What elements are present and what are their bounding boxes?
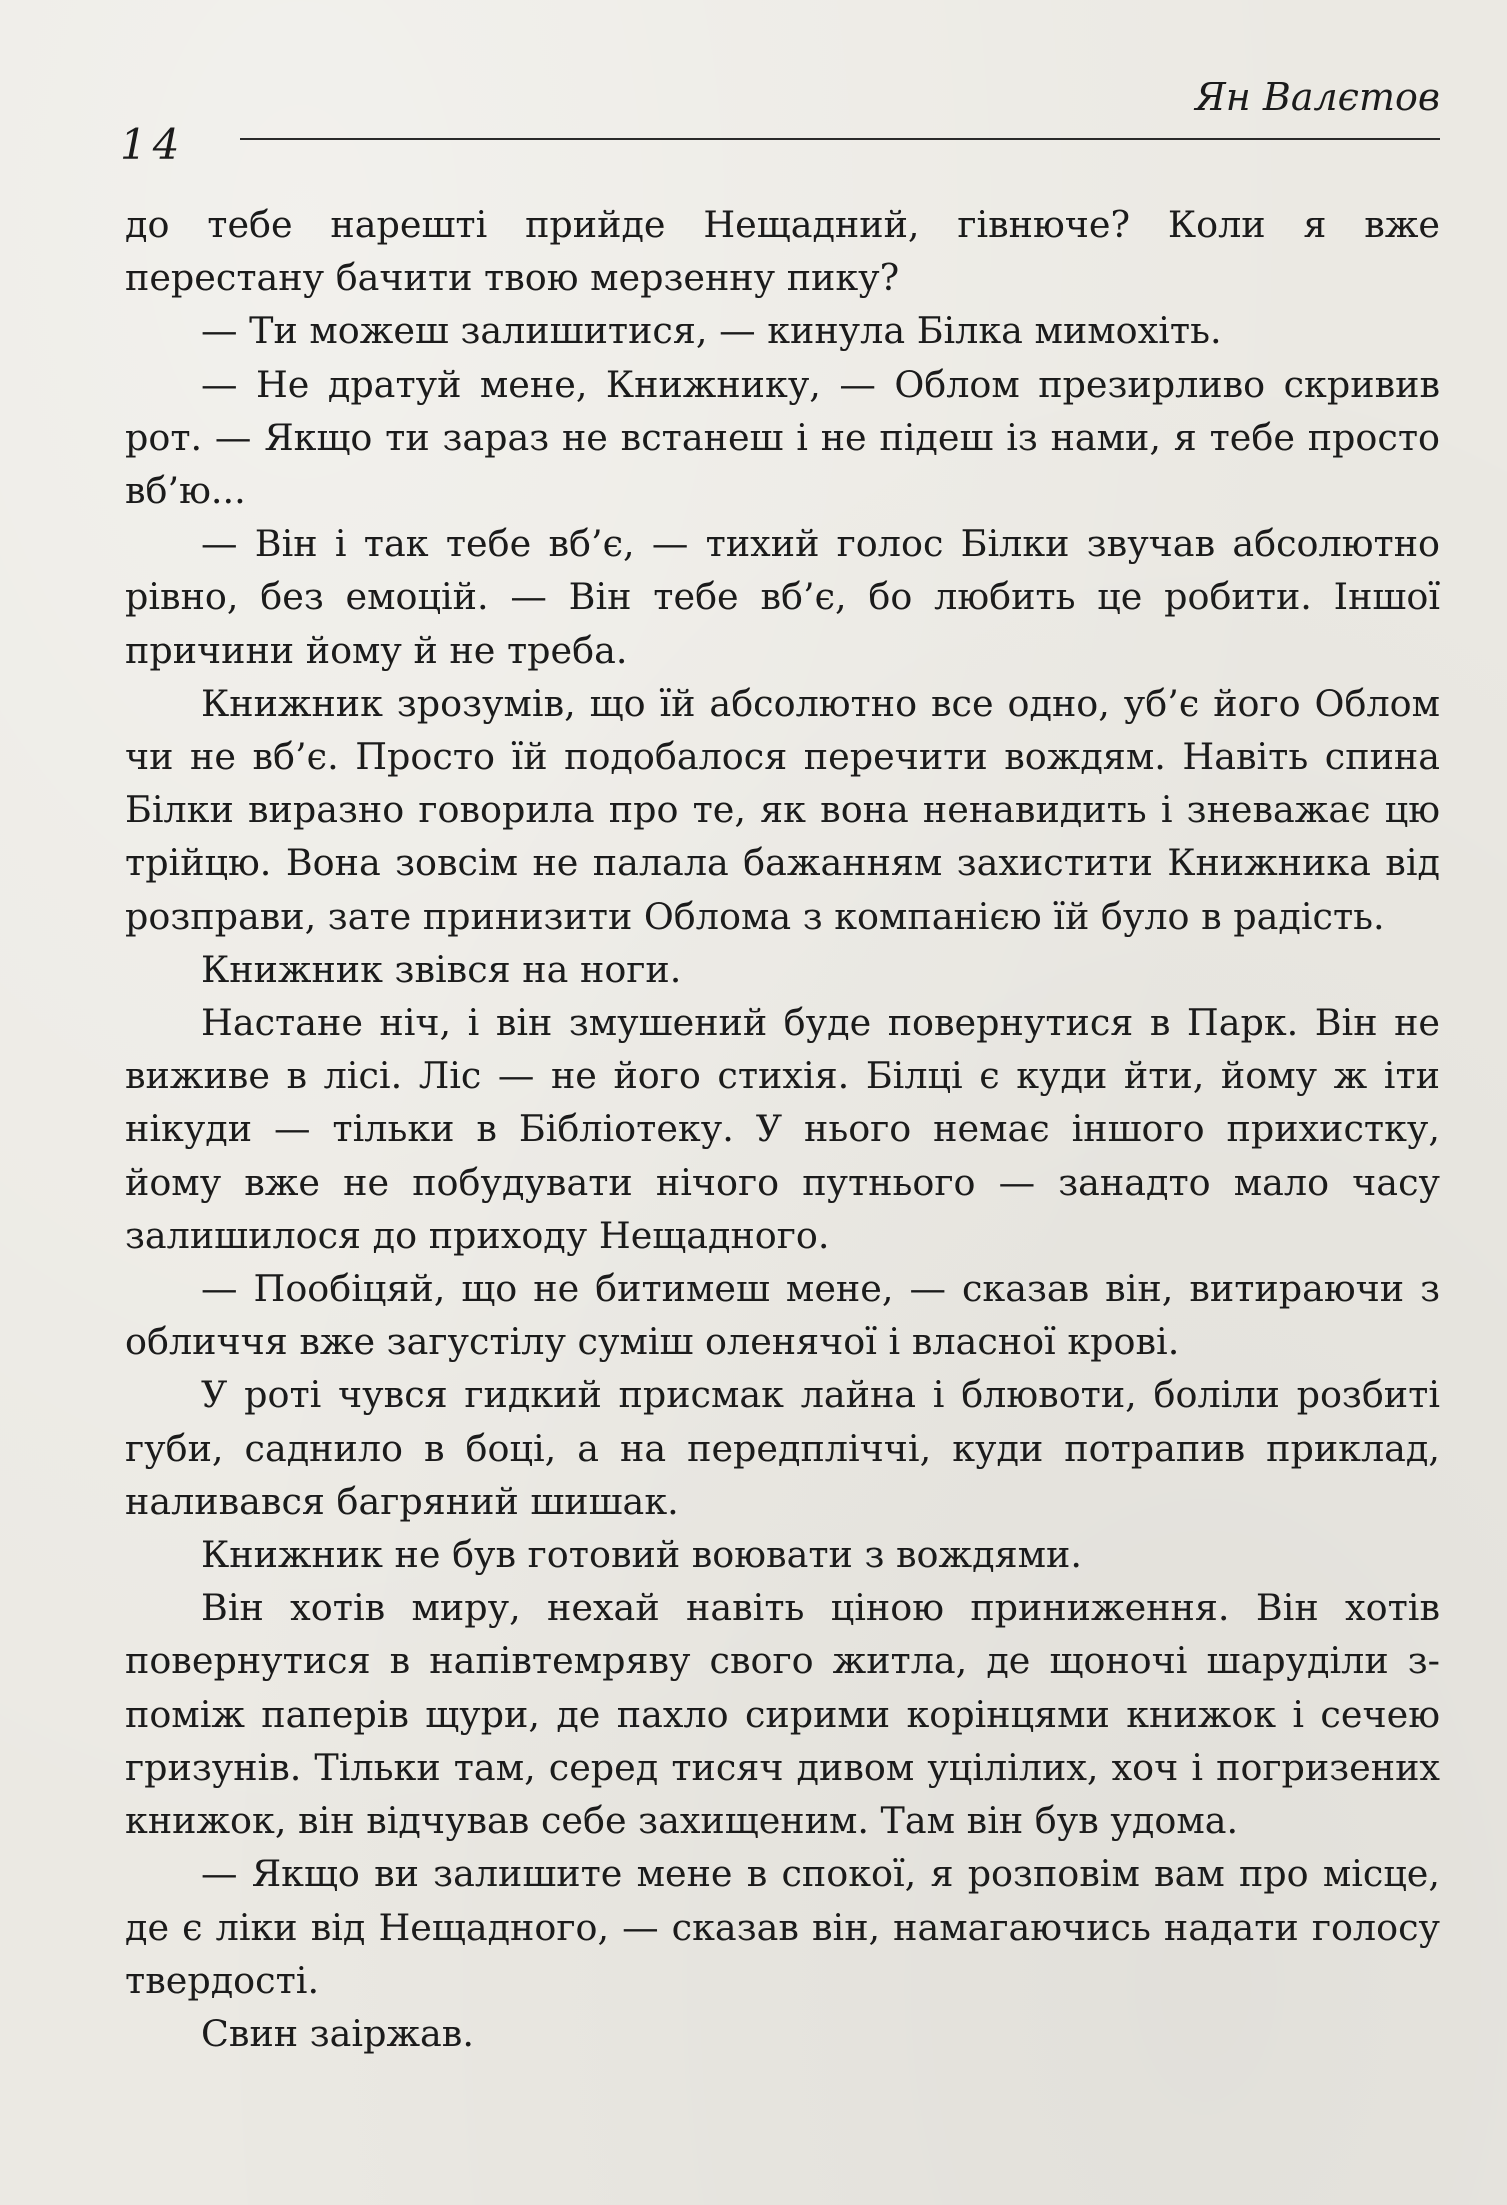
paragraph: — Ти можеш залишитися, — кинула Білка мимохіть.: [201, 309, 1222, 353]
paragraph: Книжник звівся на ноги.: [201, 947, 682, 991]
running-head-author: Ян Валєтов: [1195, 75, 1440, 119]
page-number: 14: [120, 120, 186, 169]
page-header: [120, 75, 1440, 178]
header-rule: [240, 138, 1440, 140]
paragraph: — Пообіцяй, що не битимеш мене, — сказав він, витираючи з обличчя вже загустілу суміш оленячої і власної крові.: [125, 1267, 1440, 1364]
paragraph: — Він і так тебе вб’є, — тихий голос Білки звучав абсолютно рівно, без емоцій. — Він тебе вб’є, бо любить це робити. Іншої причини йому й не треба.: [125, 522, 1440, 672]
paragraph: — Не дратуй мене, Книжнику, — Облом презирливо скривив рот. — Якщо ти зараз не встанеш і не підеш із нами, я тебе просто вб’ю...: [125, 362, 1440, 513]
paragraph: Він хотів миру, нехай навіть ціною приниження. Він хотів повернутися в напівтемряву свого житла, де щоночі шаруділи з-поміж паперів щури, де пахло сирими корінцями книжок і сечею гризунів. Тільки там, серед тисяч дивом уцілілих, хоч і погризених книжок, він відчував себе захищеним. Там він був удома.: [125, 1586, 1440, 1843]
body-text: [125, 198, 1440, 2060]
paragraph: Книжник зрозумів, що їй абсолютно все одно, уб’є його Облом чи не вб’є. Просто їй подобалося перечити вождям. Навіть спина Білки виразно говорила про те, як вона ненавидить і зневажає цю трійцю. Вона зовсім не палала бажанням захистити Книжника від розправи, зате принизити Облома з компанією їй було в радість.: [125, 681, 1440, 938]
paragraph: Книжник не був готовий воювати з вождями.: [201, 1533, 1082, 1577]
paragraph: — Якщо ви залишите мене в спокої, я розповім вам про місце, де є ліки від Нещадного, — сказав він, намагаючись надати голосу твердості.: [125, 1852, 1440, 2002]
paragraph: Свин заіржав.: [201, 2011, 474, 2055]
paragraph: до тебе нарешті прийде Нещадний, гівнюче? Коли я вже перестану бачити твою мерзенну пику?: [125, 203, 1440, 300]
paragraph: Настане ніч, і він змушений буде повернутися в Парк. Він не виживе в лісі. Ліс — не його стихія. Білці є куди йти, йому ж іти нікуди — тільки в Бібліотеку. У нього немає іншого прихистку, йому вже не побудувати нічого путнього — занадто мало часу залишилося до приходу Нещадного.: [125, 1001, 1440, 1257]
paragraph: У роті чувся гидкий присмак лайна і блювоти, боліли розбиті губи, саднило в боці, а на передпліччі, куди потрапив приклад, наливався багряний шишак.: [125, 1373, 1440, 1523]
